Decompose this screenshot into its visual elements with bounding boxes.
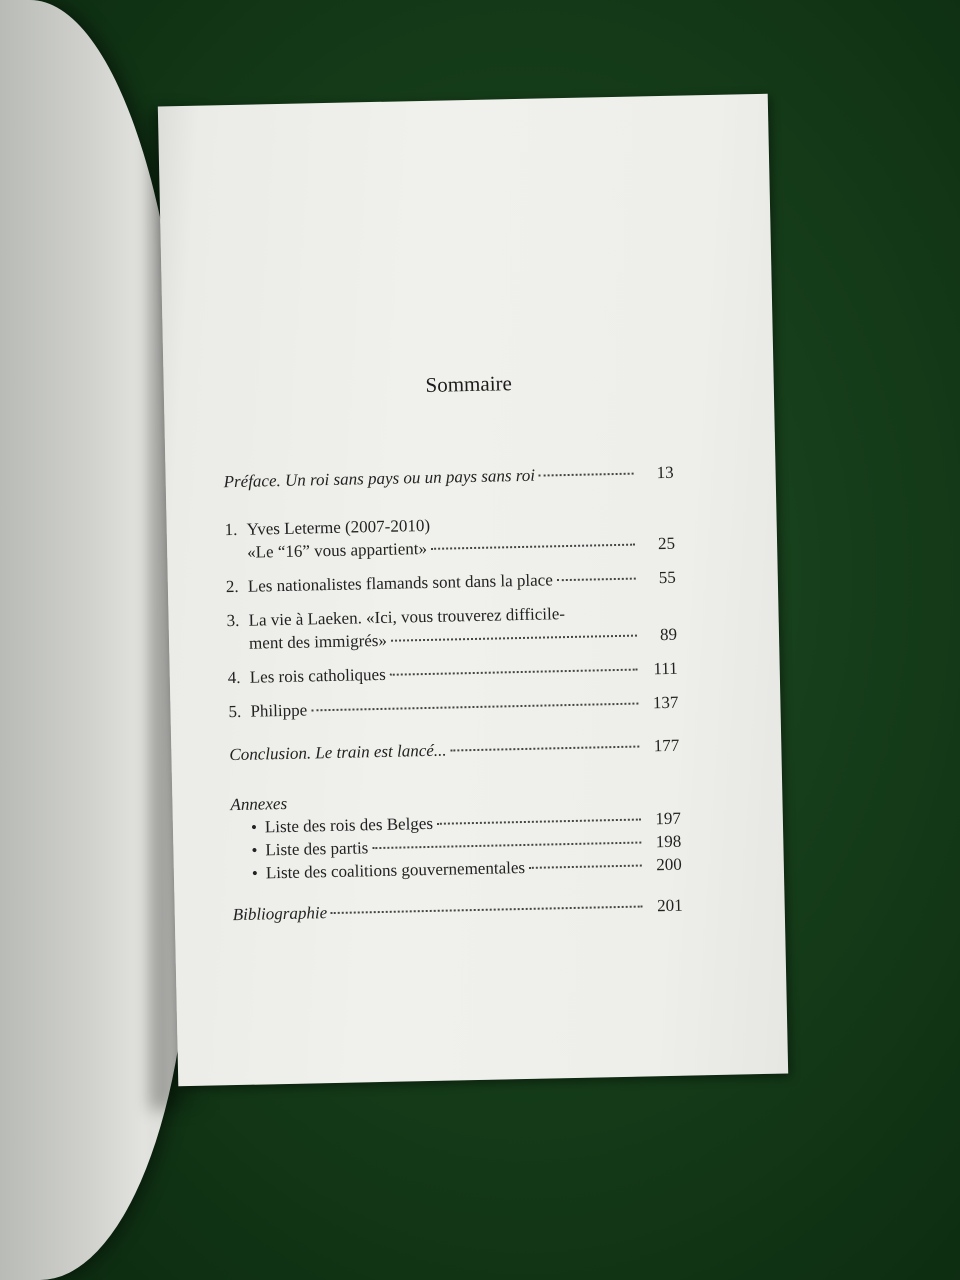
toc-entry-preface [223,461,673,493]
chapter-number: 5. [228,701,242,722]
chapter-number: 3. [226,610,240,631]
annex-item-text: Liste des partis [265,838,369,860]
leader-dots [391,635,637,642]
leader-dots [390,669,638,676]
toc-entry-bibliography [233,894,683,926]
toc-entry-text: Les nationalistes flamands sont dans la place [247,570,553,596]
annex-item-text: Liste des rois des Belges [264,813,434,837]
leader-dots [539,473,634,477]
toc-entry-chapter-1 [224,509,675,564]
toc-entry-page: 89 [659,624,678,645]
toc-entry-text: Les rois catholiques [249,664,386,687]
toc-entry-chapter-4 [228,657,678,689]
chapter-number: 2. [225,576,239,597]
bullet: • [250,817,258,837]
toc-entry-page: 55 [658,567,676,588]
leader-dots [372,842,641,850]
toc-entry-text-cont: «Le “16” vous appartient» [246,538,428,562]
toc-entry-chapter-3 [226,600,677,655]
toc-entry-page: 137 [652,692,679,713]
chapter-number: 4. [227,667,241,688]
table-of-contents [158,94,788,1087]
toc-entry-chapter-2 [226,566,676,598]
toc-entry-text: Préface. Un roi sans pays ou un pays sans roi [223,465,536,492]
right-page [158,94,788,1087]
toc-entry-text: La vie à Laeken. «Ici, vous trouverez difficile- [248,604,566,630]
toc-entry-page: 13 [656,462,674,483]
leader-dots [557,578,636,582]
toc-entry-chapter-5 [228,691,678,723]
toc-entry-page: 25 [657,533,676,554]
toc-title: Sommaire [425,371,513,397]
toc-entry-page: 198 [655,831,682,852]
toc-entry-text: Philippe [250,700,308,721]
leader-dots [311,703,638,712]
toc-annexes [230,784,682,885]
toc-entry-text-cont: ment des immigrés» [248,630,388,653]
toc-entry-text: Yves Leterme (2007-2010) [246,515,431,539]
toc-entry-conclusion [229,734,679,766]
toc-entry-text: Bibliographie [232,903,328,925]
bullet: • [251,840,258,860]
toc-entry-page: 177 [653,735,680,756]
leader-dots [451,746,640,752]
toc-entry-page: 201 [656,895,683,916]
bullet: • [251,863,259,883]
annex-item-text: Liste des coalitions gouvernementales [265,857,526,883]
toc-entry-page: 111 [653,658,678,679]
leader-dots [331,906,643,915]
annexes-heading: Annexes [230,793,288,815]
toc-entry-page: 197 [655,808,682,829]
toc-entry-page: 200 [656,854,682,875]
leader-dots [529,865,642,869]
chapter-number: 1. [224,519,238,540]
toc-entry-text: Conclusion. Le train est lancé... [229,740,447,765]
leader-dots [431,544,635,550]
leader-dots [437,819,641,825]
